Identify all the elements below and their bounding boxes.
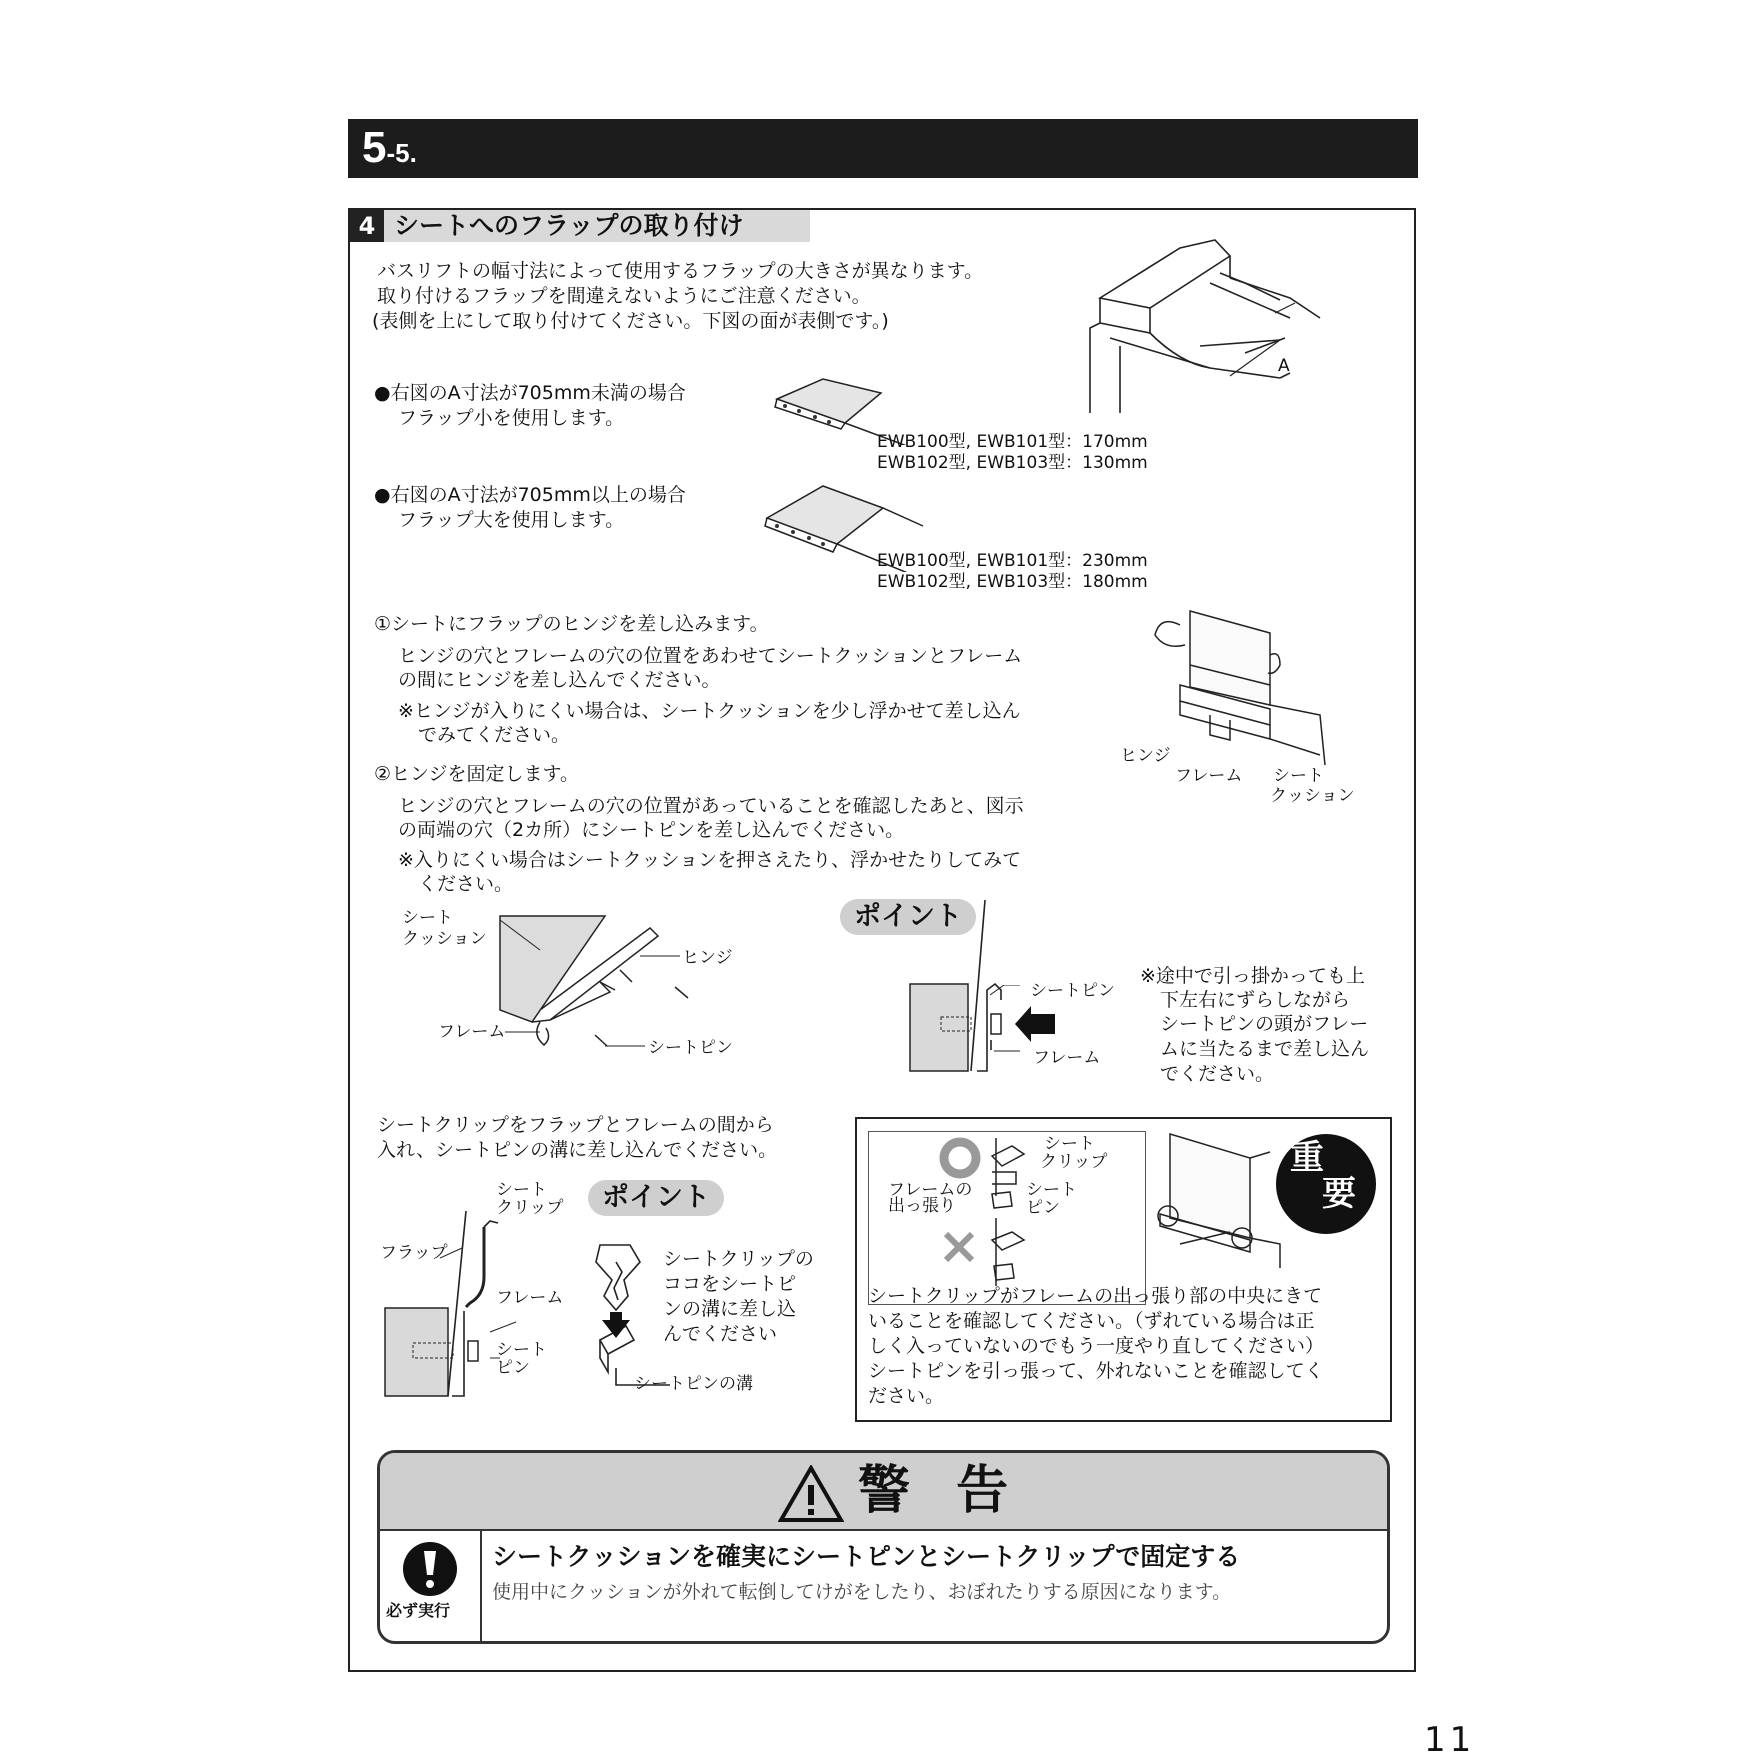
warning-box <box>377 1450 1390 1644</box>
step2-note-2: ください。 <box>418 873 514 895</box>
point1-note-4: ムに当たるまで差し込ん <box>1160 1038 1370 1060</box>
dimension-a-label: A <box>1278 356 1290 376</box>
step2-label-hinge: ヒンジ <box>682 948 733 968</box>
step2-title: ②ヒンジを固定します。 <box>374 763 580 785</box>
warning-icon-label: 必ず実行 <box>386 1601 451 1620</box>
point-badge-1: ポイント <box>840 899 976 935</box>
step1-note-1: ※ヒンジが入りにくい場合は、シートクッションを少し浮かせて差し込ん <box>398 700 1021 722</box>
step1-body-1: ヒンジの穴とフレームの穴の位置をあわせてシートクッションとフレーム <box>398 645 1023 667</box>
important-badge-char-1: 重 <box>1290 1138 1324 1178</box>
ng-cross-icon <box>946 1234 972 1260</box>
important-label-frame-1: フレームの <box>888 1180 973 1200</box>
step-number: 4 <box>350 210 384 242</box>
point2-text-1: シートクリップの <box>663 1248 814 1270</box>
important-text-4: シートピンを引っ張って、外れないことを確認してく <box>868 1360 1324 1382</box>
clip-label-flap: フラップ <box>380 1243 448 1263</box>
large-flap-size-2: EWB102型, EWB103型：180mm <box>877 572 1148 592</box>
section-header-bar <box>348 119 1418 178</box>
step2-body-2: の両端の穴（2カ所）にシートピンを差し込んでください。 <box>398 819 905 841</box>
step1-body-2: の間にヒンジを差し込んでください。 <box>398 669 721 691</box>
step1-label-hinge: ヒンジ <box>1120 746 1171 766</box>
point-badge-2: ポイント <box>588 1180 724 1216</box>
step1-label-cushion-2: クッション <box>1270 786 1355 806</box>
step1-note-2: でみてください。 <box>418 724 571 746</box>
important-label-frame-2: 出っ張り <box>888 1196 956 1216</box>
point1-note-3: シートピンの頭がフレー <box>1160 1013 1369 1035</box>
important-text-1: シートクリップがフレームの出っ張り部の中央にきて <box>868 1285 1323 1307</box>
intro-line-2: 取り付けるフラップを間違えないようにご注意ください。 <box>377 285 871 307</box>
intro-line-1: バスリフトの幅寸法によって使用するフラップの大きさが異なります。 <box>377 260 984 282</box>
point2-groove-label: シートピンの溝 <box>634 1374 753 1394</box>
step-title: シートへのフラップの取り付け <box>394 211 744 240</box>
step2-label-cushion-1: シート <box>402 908 453 928</box>
step1-label-cushion-1: シート <box>1273 766 1324 786</box>
clip-text-2: 入れ、シートピンの溝に差し込んでください。 <box>377 1139 778 1161</box>
small-flap-condition: ●右図のA寸法が705mm未満の場合 <box>374 382 686 404</box>
important-text-5: ださい。 <box>868 1385 945 1407</box>
clip-label-clip-2: クリップ <box>496 1198 564 1218</box>
intro-line-3: (表側を上にして取り付けてください。下図の面が表側です。) <box>372 310 889 332</box>
step2-label-pin: シートピン <box>648 1038 733 1058</box>
section-number: 5-5. <box>362 123 417 172</box>
important-text-3: しく入っていないのでもう一度やり直してください） <box>868 1335 1325 1357</box>
small-flap-size-1: EWB100型, EWB101型：170mm <box>877 432 1148 452</box>
point1-note-5: でください。 <box>1160 1063 1275 1085</box>
large-flap-condition: ●右図のA寸法が705mm以上の場合 <box>374 484 686 506</box>
bathlift-illustration <box>1080 228 1380 418</box>
clip-label-pin-2: ピン <box>496 1358 530 1378</box>
point2-text-2: ココをシートピ <box>663 1273 797 1295</box>
warning-main-text: シートクッションを確実にシートピンとシートクリップで固定する <box>492 1542 1241 1571</box>
important-label-pin-2: ピン <box>1026 1198 1060 1218</box>
warning-title: 警 告 <box>858 1461 1023 1521</box>
point1-note-2: 下左右にずらしながら <box>1160 989 1351 1011</box>
small-flap-action: フラップ小を使用します。 <box>398 407 625 429</box>
point1-label-frame: フレーム <box>1033 1048 1101 1068</box>
small-flap-size-2: EWB102型, EWB103型：130mm <box>877 453 1148 473</box>
ok-circle-icon <box>944 1142 976 1174</box>
large-flap-action: フラップ大を使用します。 <box>398 509 625 531</box>
step2-note-1: ※入りにくい場合はシートクッションを押さえたり、浮かせたりしてみて <box>398 849 1022 871</box>
warning-triangle-icon <box>778 1465 844 1523</box>
important-badge-char-2: 要 <box>1322 1174 1356 1214</box>
important-label-clip-2: クリップ <box>1040 1152 1108 1172</box>
step2-label-cushion-2: クッション <box>402 929 487 949</box>
step2-body-1: ヒンジの穴とフレームの穴の位置があっていることを確認したあと、図示 <box>398 795 1024 817</box>
large-flap-size-1: EWB100型, EWB101型：230mm <box>877 551 1148 571</box>
clip-label-pin-1: シート <box>496 1340 547 1360</box>
point1-note-1: ※途中で引っ掛かっても上 <box>1140 965 1365 987</box>
point2-text-3: ンの溝に差し込 <box>663 1298 797 1320</box>
point2-text-4: んでください <box>663 1323 778 1345</box>
point1-label-pin: シートピン <box>1030 981 1115 1001</box>
important-text-2: いることを確認してください。（ずれている場合は正 <box>868 1310 1315 1332</box>
clip-label-frame: フレーム <box>496 1288 564 1308</box>
clip-label-clip-1: シート <box>496 1180 547 1200</box>
clip-text-1: シートクリップをフラップとフレームの間から <box>377 1114 774 1136</box>
page-number: 11 <box>1424 1720 1476 1760</box>
important-label-clip-1: シート <box>1044 1134 1095 1154</box>
step2-label-frame: フレーム <box>438 1022 506 1042</box>
point1-leader <box>990 985 1030 1055</box>
exclamation-icon <box>402 1541 458 1597</box>
important-label-pin-1: シート <box>1026 1180 1077 1200</box>
warning-sub-text: 使用中にクッションが外れて転倒してけがをしたり、おぼれたりする原因になります。 <box>492 1581 1232 1603</box>
step1-title: ①シートにフラップのヒンジを差し込みます。 <box>374 613 769 635</box>
step1-label-frame: フレーム <box>1175 766 1243 786</box>
